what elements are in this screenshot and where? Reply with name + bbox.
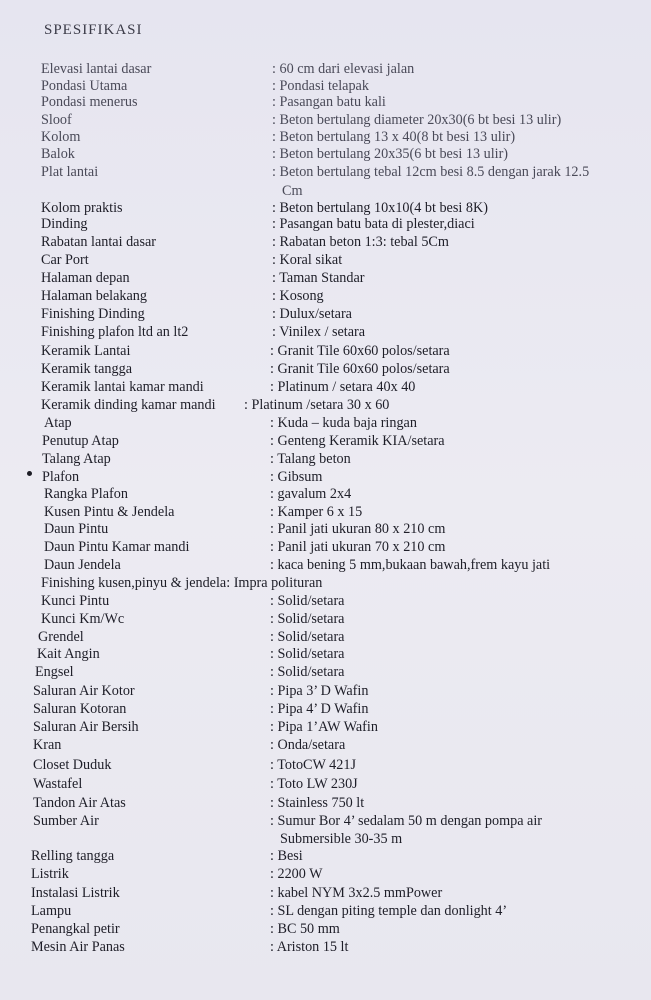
spec-label: Kait Angin [37, 646, 100, 662]
spec-value: : Talang beton [270, 451, 351, 467]
spec-value: : Platinum /setara 30 x 60 [244, 397, 390, 413]
spec-label: Daun Pintu Kamar mandi [44, 539, 190, 555]
spec-value-continuation: Cm [282, 183, 303, 199]
spec-value: : Granit Tile 60x60 polos/setara [270, 343, 450, 359]
spec-value: : Ariston 15 lt [270, 939, 349, 955]
spec-value: : 60 cm dari elevasi jalan [272, 61, 415, 77]
spec-value: : Beton bertulang 20x35(6 bt besi 13 ulir) [272, 146, 509, 162]
spec-label: Talang Atap [42, 451, 111, 467]
spec-value: : Pasangan batu bata di plester,diaci [272, 216, 475, 232]
spec-label: Saluran Kotoran [33, 701, 127, 717]
spec-value: : Solid/setara [270, 664, 345, 680]
spec-label: Kran [33, 737, 62, 753]
spec-label: Halaman depan [41, 270, 130, 286]
spec-label: Keramik dinding kamar mandi [41, 397, 216, 413]
spec-label: Sumber Air [33, 813, 99, 829]
spec-label: Kolom praktis [41, 200, 123, 216]
spec-value: : Pasangan batu kali [272, 94, 386, 110]
spec-value: : Beton bertulang diameter 20x30(6 bt besi 13 ulir) [272, 112, 562, 128]
spec-label: Daun Pintu [44, 521, 109, 537]
spec-value: : Pipa 4’ D Wafin [270, 701, 369, 717]
spec-value: : kaca bening 5 mm,bukaan bawah,frem kayu jati [270, 557, 551, 573]
spec-value: : Panil jati ukuran 70 x 210 cm [270, 539, 446, 555]
spec-label: Keramik lantai kamar mandi [41, 379, 204, 395]
spec-value: : Beton bertulang tebal 12cm besi 8.5 dengan jarak 12.5 [272, 164, 590, 180]
spec-value-continuation: Submersible 30-35 m [280, 831, 403, 847]
spec-label: Rangka Plafon [44, 486, 128, 502]
spec-value: : Pipa 1’AW Wafin [270, 719, 378, 735]
spec-value: : Gibsum [270, 469, 323, 485]
spec-label: Saluran Air Bersih [33, 719, 139, 735]
spec-label: Closet Duduk [33, 757, 112, 773]
spec-label: Kunci Km/Wc [41, 611, 125, 627]
spec-label: Pondasi Utama [41, 78, 128, 94]
spec-label: Elevasi lantai dasar [41, 61, 152, 77]
spec-value: : gavalum 2x4 [270, 486, 352, 502]
spec-label: Saluran Air Kotor [33, 683, 135, 699]
spec-value: : Solid/setara [270, 593, 345, 609]
spec-label: Engsel [35, 664, 74, 680]
spec-label: Keramik Lantai [41, 343, 131, 359]
spec-value: : Sumur Bor 4’ sedalam 50 m dengan pompa air [270, 813, 543, 829]
spec-value: : Taman Standar [272, 270, 365, 286]
spec-value: : kabel NYM 3x2.5 mmPower [270, 885, 443, 901]
spec-value: : Granit Tile 60x60 polos/setara [270, 361, 450, 377]
document-title: SPESIFIKASI [44, 22, 143, 38]
spec-label: Kolom [41, 129, 81, 145]
spec-value: : Vinilex / setara [272, 324, 366, 340]
spec-label: Kunci Pintu [41, 593, 110, 609]
spec-label: Car Port [41, 252, 89, 268]
spec-value: : 2200 W [270, 866, 323, 882]
spec-label: Dinding [41, 216, 88, 232]
spec-value: : Kuda – kuda baja ringan [270, 415, 417, 431]
spec-value: : Pipa 3’ D Wafin [270, 683, 369, 699]
spec-value: : Solid/setara [270, 646, 345, 662]
spec-value: : Kosong [272, 288, 324, 304]
spec-label: Mesin Air Panas [31, 939, 125, 955]
spec-label: Finishing Dinding [41, 306, 145, 322]
spec-value: : SL dengan piting temple dan donlight 4’ [270, 903, 508, 919]
spec-label: Relling tangga [31, 848, 115, 864]
spec-label: Plat lantai [41, 164, 99, 180]
spec-label: Atap [44, 415, 72, 431]
spec-label: Grendel [38, 629, 84, 645]
spec-label: Kusen Pintu & Jendela [44, 504, 175, 520]
spec-value: : Rabatan beton 1:3: tebal 5Cm [272, 234, 449, 250]
spec-value: : Koral sikat [272, 252, 343, 268]
spec-value: : Solid/setara [270, 629, 345, 645]
spec-label: Instalasi Listrik [31, 885, 120, 901]
spec-label: Finishing kusen,pinyu & jendela: Impra polituran [41, 575, 323, 591]
spec-value: : Toto LW 230J [270, 776, 358, 792]
spec-label: Penutup Atap [42, 433, 119, 449]
spec-label: Pondasi menerus [41, 94, 138, 110]
spec-label: Sloof [41, 112, 72, 128]
spec-label: Listrik [31, 866, 69, 882]
spec-value: : BC 50 mm [270, 921, 340, 937]
spec-value: : Beton bertulang 10x10(4 bt besi 8K) [272, 200, 488, 216]
spec-value: : Platinum / setara 40x 40 [270, 379, 416, 395]
spec-label: Rabatan lantai dasar [41, 234, 157, 250]
spec-label: Balok [41, 146, 75, 162]
spec-value: : Beton bertulang 13 x 40(8 bt besi 13 ulir) [272, 129, 516, 145]
spec-label: Wastafel [33, 776, 83, 792]
spec-value: : Kamper 6 x 15 [270, 504, 363, 520]
spec-label: Finishing plafon ltd an lt2 [41, 324, 189, 340]
spec-value: : TotoCW 421J [270, 757, 356, 773]
spec-label: Tandon Air Atas [33, 795, 126, 811]
spec-label: Daun Jendela [44, 557, 121, 573]
spec-value: : Genteng Keramik KIA/setara [270, 433, 445, 449]
spec-label: Keramik tangga [41, 361, 132, 377]
spec-value: : Besi [270, 848, 303, 864]
spec-label: Plafon [42, 469, 80, 485]
spec-value: : Onda/setara [270, 737, 346, 753]
spec-label: Penangkal petir [31, 921, 120, 937]
spec-value: : Pondasi telapak [272, 78, 369, 94]
spec-value: : Dulux/setara [272, 306, 352, 322]
spec-value: : Solid/setara [270, 611, 345, 627]
spec-label: Lampu [31, 903, 72, 919]
spec-value: : Panil jati ukuran 80 x 210 cm [270, 521, 446, 537]
spec-value: : Stainless 750 lt [270, 795, 365, 811]
spec-label: Halaman belakang [41, 288, 147, 304]
